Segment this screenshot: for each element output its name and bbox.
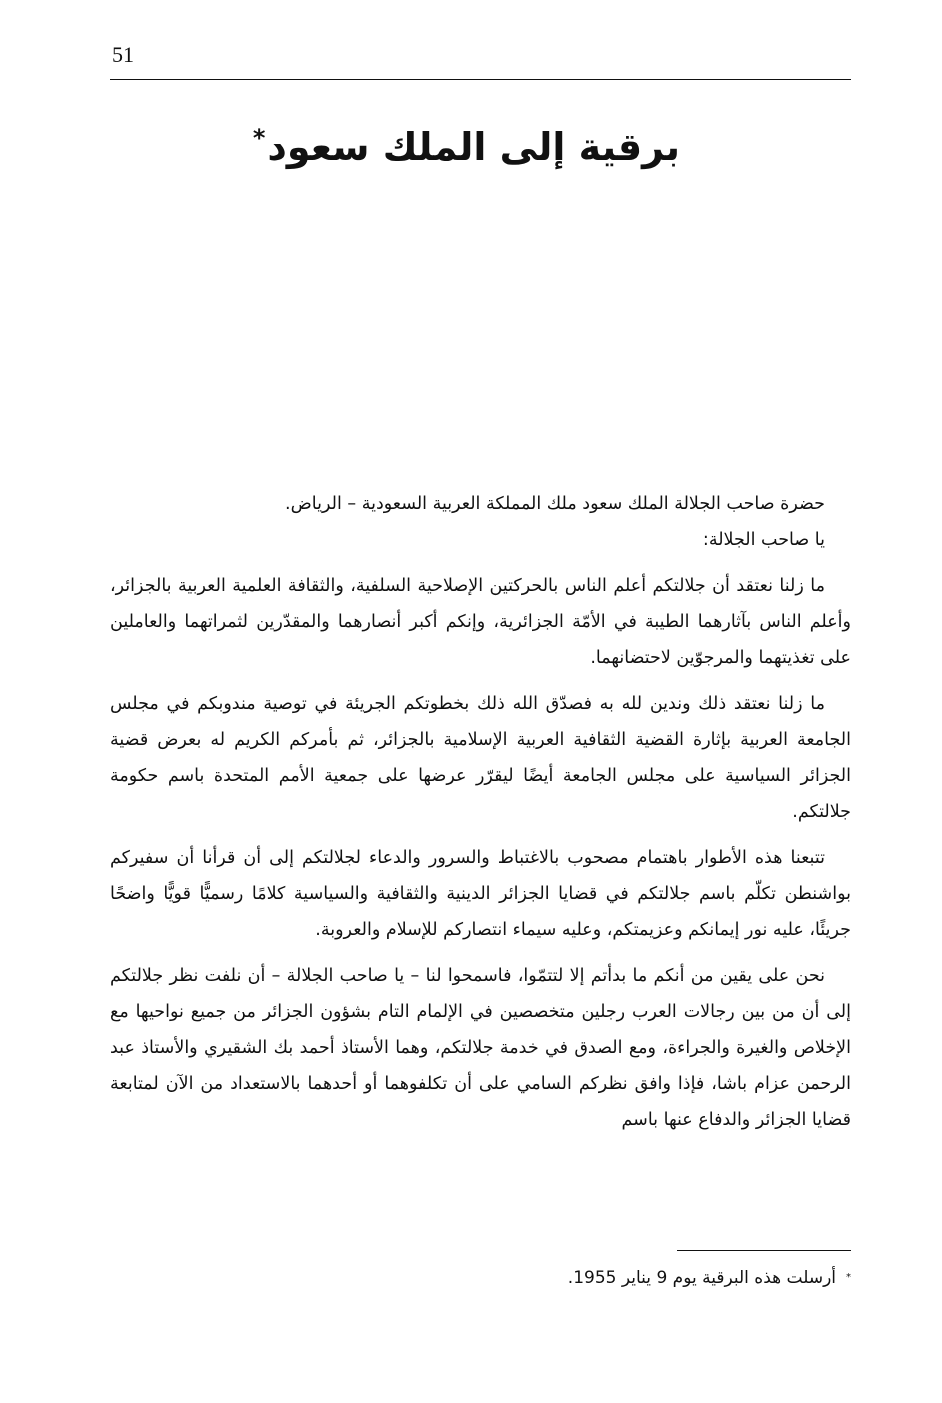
letter-salutation: يا صاحب الجلالة:: [702, 530, 825, 550]
footnote: [110, 1262, 851, 1294]
page-title: [110, 108, 680, 177]
page-number: 51: [112, 42, 134, 67]
footnote-marker: *: [846, 1272, 851, 1283]
title-footnote-marker: *: [252, 124, 266, 152]
letter-paragraph-4: نحن على يقين من أنكم ما بدأتم إلا لتتمّوا، فاسمحوا لنا – يا صاحب الجلالة – أن نلفت نظر جلالتكم إلى أن من بين رجالات العرب رجلين متخصصين في الإلمام التام بشؤون الجزائر من جميع نواحيها مع الإخلاص والغيرة والجراءة، ومع الصدق في خدمة جلالتكم، وهما الأستاذ أحمد بك الشقيري والأستاذ عبد الرحمن عزام باشا، فإذا وافق نظركم السامي على أن تكلفوهما أو أحدهما بالاستعداد من الآن لمتابعة قضايا الجزائر والدفاع عنها باسم: [110, 966, 851, 1130]
letter-paragraph-1: ما زلنا نعتقد أن جلالتكم أعلم الناس بالحركتين الإصلاحية السلفية، والثقافة العلمية العربية بالجزائر، وأعلم الناس بآثارهما الطيبة في الأمّة الجزائرية، وإنكم أكبر أنصارهما والمقدّرين لثمراتهما والعاملين على تغذيتهما والمرجوّين لاحتضانهما.: [110, 576, 851, 668]
footnote-text: أرسلت هذه البرقية يوم 9 يناير 1955.: [567, 1268, 836, 1288]
letter-paragraph-3: تتبعنا هذه الأطوار باهتمام مصحوب بالاغتباط والسرور والدعاء لجلالتكم إلى أن قرأنا أن سفيركم بواشنطن تكلّم باسم جلالتكم في قضايا الجزائر الدينية والثقافية والسياسية كلامًا رسميًّا قويًّا واضحًا جريئًا، عليه نور إيمانكم وعزيمتكم، وعليه سيماء انتصاركم للإسلام والعروبة.: [110, 848, 851, 940]
title-text: برقية إلى الملك سعود: [267, 125, 680, 169]
footnote-rule: [677, 1250, 851, 1251]
letter-paragraph-2: ما زلنا نعتقد ذلك وندين لله به فصدّق الله ذلك بخطوتكم الجريئة في توصية مندوبكم في مجلس الجامعة العربية بإثارة القضية الثقافية العربية الإسلامية بالجزائر، ثم بأمركم الكريم له بعرض قضية الجزائر السياسية على مجلس الجامعة أيضًا ليقرّر عرضها على جمعية الأمم المتحدة باسم حكومة جلالتكم.: [110, 694, 851, 822]
letter-body: [110, 486, 851, 1148]
header-rule: [110, 79, 851, 80]
letter-address: حضرة صاحب الجلالة الملك سعود ملك المملكة العربية السعودية – الرياض.: [285, 494, 825, 514]
